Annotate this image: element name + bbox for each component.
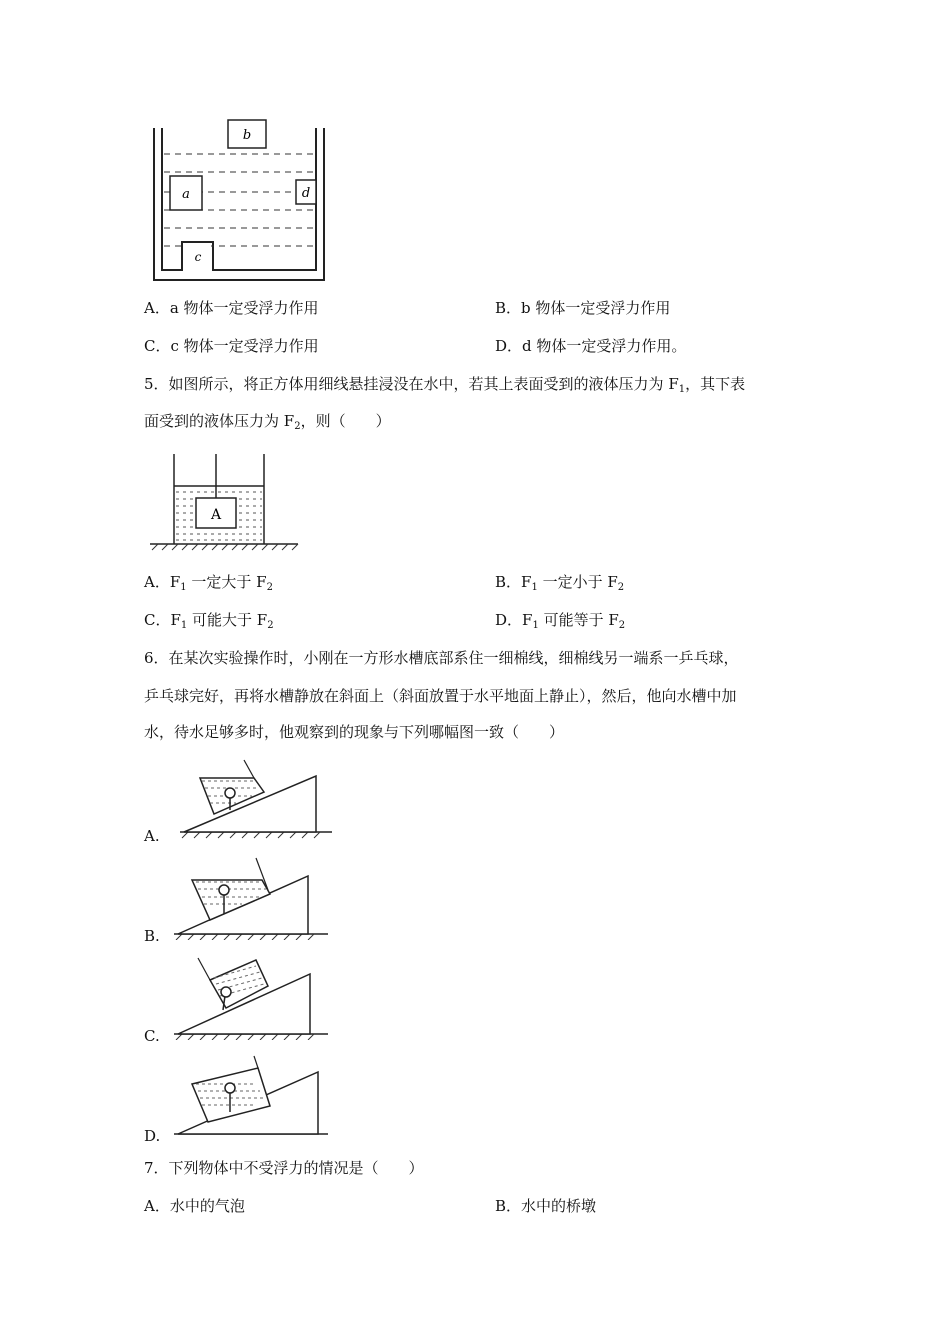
q7-stem: 7．下列物体中不受浮力的情况是（ ） [144,1159,424,1177]
q6-figure-b [170,854,332,940]
q5-option-d: D．$F_1$ 可能等于 $F_2$ [495,611,626,631]
q5-stem-line1: 5．如图所示，将正方体用细线悬挂浸没在水中，若其上表面受到的液体压力为 $F_1$，其下表 [144,375,746,395]
label-c: c [194,250,202,264]
q6-figure-a [174,756,336,840]
label-d: d [301,186,311,201]
q5-stem-line2: 面受到的液体压力为 $F_2$，则（ ） [144,412,391,432]
label-b: b [242,128,252,143]
q4-option-a: A．a 物体一定受浮力作用 [144,299,319,317]
cube-label: A [210,507,222,523]
q6-option-b-label: B. [144,927,160,945]
q4-option-d: D．d 物体一定受浮力作用。 [495,337,687,355]
q6-option-d-label: D. [144,1127,161,1145]
q5-option-c: C．$F_1$ 可能大于 $F_2$ [144,611,274,631]
q4-option-b: B．b 物体一定受浮力作用 [495,299,671,317]
q5-option-b: B．$F_1$ 一定小于 $F_2$ [495,573,625,593]
q5-option-a: A．$F_1$ 一定大于 $F_2$ [144,573,273,593]
q6-figure-c [170,952,332,1040]
q6-stem-line2: 乒乓球完好，再将水槽静放在斜面上（斜面放置于水平地面上静止），然后，他向水槽中加 [144,687,737,705]
q4-figure-container-diagram [148,118,332,286]
q7-option-b: B．水中的桥墩 [495,1197,597,1215]
q6-stem-line1: 6．在某次实验操作时，小刚在一方形水槽底部系住一细棉线，细棉线另一端系一乒乓球， [144,649,739,667]
q6-figure-d [170,1054,332,1140]
q6-stem-line3: 水，待水足够多时，他观察到的现象与下列哪幅图一致（ ） [144,723,565,741]
label-a: a [182,187,190,202]
q7-option-a: A．水中的气泡 [144,1197,245,1215]
q6-option-a-label: A. [144,827,160,845]
q5-figure-submerged-cube [146,452,304,552]
q4-option-c: C．c 物体一定受浮力作用 [144,337,319,355]
q6-option-c-label: C. [144,1027,160,1045]
